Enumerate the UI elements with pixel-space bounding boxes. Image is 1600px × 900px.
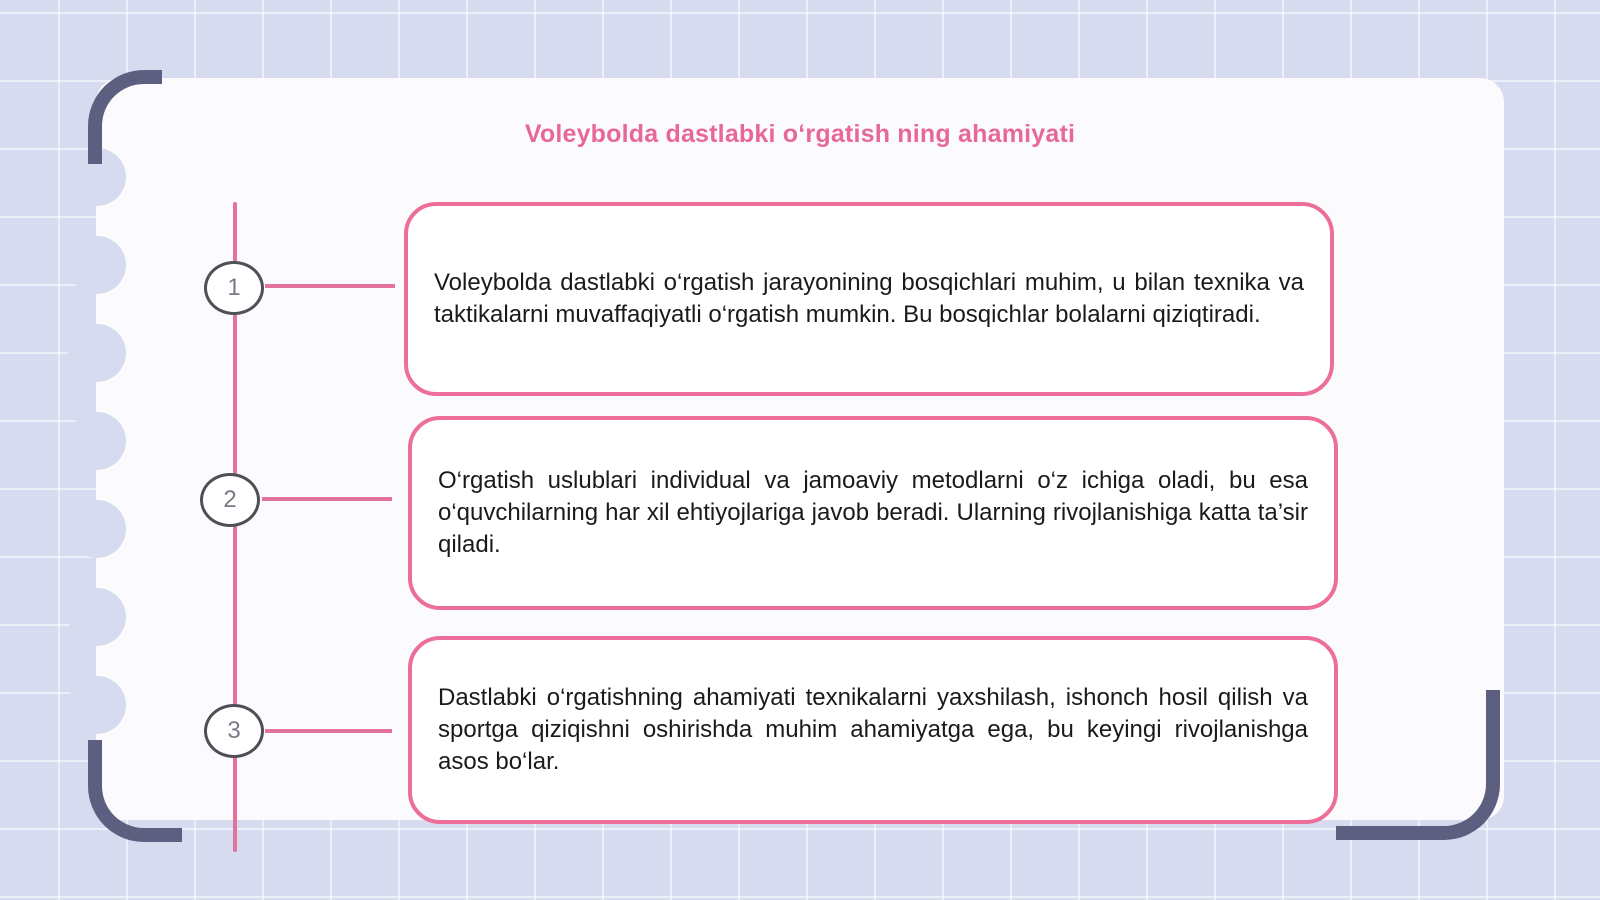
frame-corner-bottom-left (88, 740, 182, 842)
step-box (408, 416, 1338, 610)
frame-corner-bottom-right (1336, 690, 1500, 840)
step-connector (265, 284, 395, 288)
step-box (408, 636, 1338, 824)
notebook-scallop (68, 412, 126, 470)
frame-corner-top-left (88, 70, 162, 164)
notebook-scallop (68, 500, 126, 558)
step-number-circle: 2 (200, 473, 260, 527)
step-number-circle: 1 (204, 261, 264, 315)
step-text: O‘rgatish uslublari individual va jamoaviy metodlarni o‘z ichiga oladi, bu esa o‘quvchilarning har xil ehtiyojlariga javob beradi. Ularning rivojlanishiga katta ta’sir qiladi. (438, 467, 1308, 558)
step-text: Dastlabki o‘rgatishning ahamiyati texnikalarni yaxshilash, ishonch hosil qilish va sportga qiziqishni oshirishda muhim ahamiyatga ega, bu keyingi rivojlanishga asos bo‘lar. (438, 684, 1308, 775)
step-number-circle: 3 (204, 704, 264, 758)
notebook-scallop (68, 236, 126, 294)
step-connector (265, 729, 392, 733)
step-box (404, 202, 1334, 396)
notebook-scallop (68, 588, 126, 646)
step-connector (262, 497, 392, 501)
slide-title: Voleybolda dastlabki o‘rgatish ning ahamiyati (524, 120, 1076, 148)
step-text: Voleybolda dastlabki o‘rgatish jarayonining bosqichlari muhim, u bilan texnika va taktikalarni muvaffaqiyatli o‘rgatish mumkin. Bu bosqichlar bolalarni qiziqtiradi. (434, 269, 1304, 328)
notebook-scallop (68, 324, 126, 382)
notebook-scallop (68, 676, 126, 734)
